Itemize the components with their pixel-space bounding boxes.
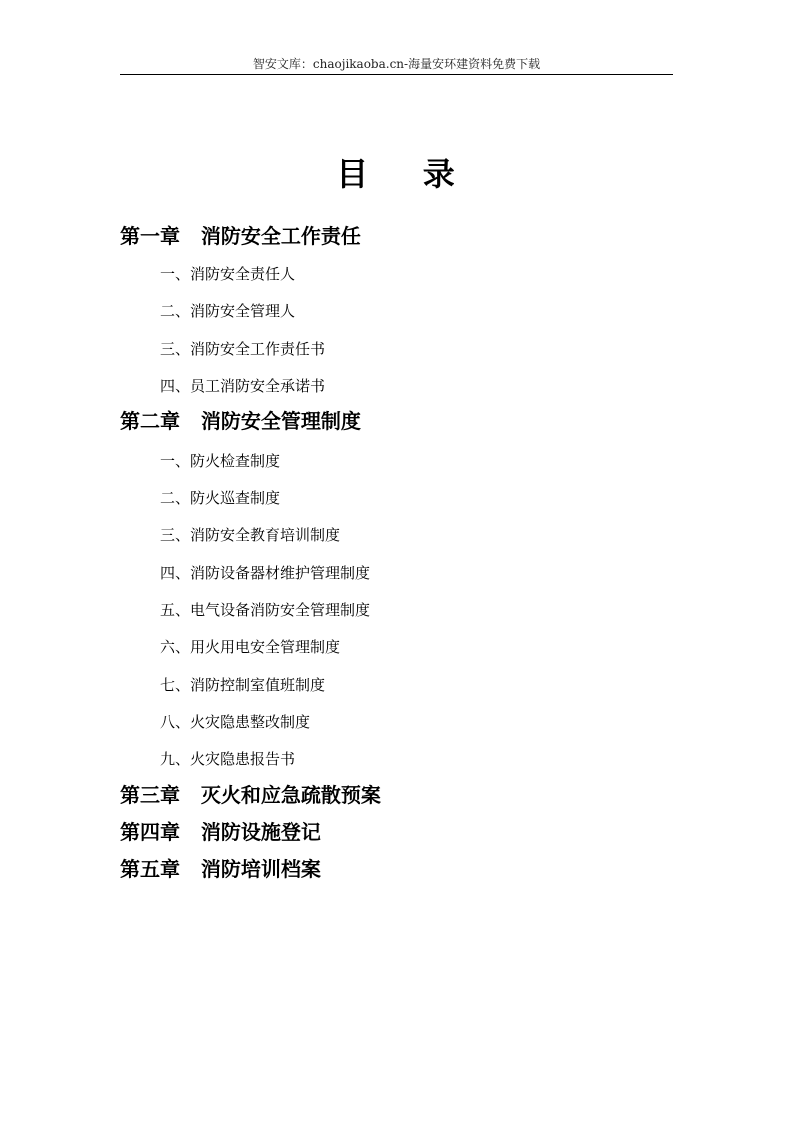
toc-item[interactable]: 四、消防设备器材维护管理制度 xyxy=(160,564,371,582)
toc-item[interactable]: 二、消防安全管理人 xyxy=(160,302,296,320)
toc-item[interactable]: 一、消防安全责任人 xyxy=(160,265,296,283)
toc-item[interactable]: 八、火灾隐患整改制度 xyxy=(160,713,311,731)
toc-chapter-4[interactable]: 第四章 消防设施登记 xyxy=(120,820,321,844)
toc-item[interactable]: 五、电气设备消防安全管理制度 xyxy=(160,601,371,619)
toc-chapter-1[interactable]: 第一章 消防安全工作责任 xyxy=(120,224,361,248)
page-title: 目 录 xyxy=(336,155,457,193)
toc-item[interactable]: 九、火灾隐患报告书 xyxy=(160,750,296,768)
header-divider xyxy=(120,74,673,75)
toc-item[interactable]: 一、防火检查制度 xyxy=(160,452,281,470)
toc-item[interactable]: 四、员工消防安全承诺书 xyxy=(160,377,326,395)
toc-chapter-5[interactable]: 第五章 消防培训档案 xyxy=(120,857,321,881)
toc-item[interactable]: 七、消防控制室值班制度 xyxy=(160,676,326,694)
page-header: 智安文库：chaojikaoba.cn-海量安环建资料免费下载 xyxy=(252,57,541,71)
toc-chapter-2[interactable]: 第二章 消防安全管理制度 xyxy=(120,409,361,433)
toc-chapter-3[interactable]: 第三章 灭火和应急疏散预案 xyxy=(120,783,381,807)
toc-item[interactable]: 六、用火用电安全管理制度 xyxy=(160,638,341,656)
toc-item[interactable]: 三、消防安全教育培训制度 xyxy=(160,526,341,544)
toc-item[interactable]: 三、消防安全工作责任书 xyxy=(160,340,326,358)
toc-item[interactable]: 二、防火巡查制度 xyxy=(160,489,281,507)
